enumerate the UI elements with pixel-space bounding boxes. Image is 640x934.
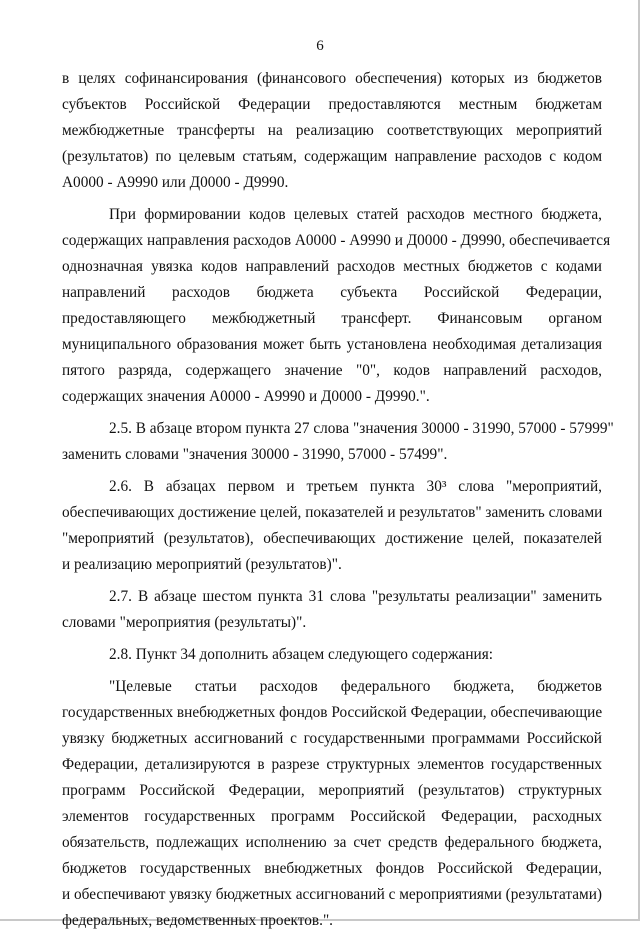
text-line: Федерации, детализируются в разрезе структурных элементов государственных [62, 756, 602, 773]
text-line: государственных внебюджетных фондов Российской Федерации, обеспечивающие [62, 704, 603, 721]
paragraph-p2 [62, 202, 611, 410]
text-line: 2.8. Пункт 34 дополнить абзацем следующего содержания: [109, 646, 493, 663]
page-number: 6 [316, 38, 324, 54]
paragraph-p6 [62, 642, 602, 668]
text-line: А0000 - А9990 или Д0000 - Д9990. [62, 174, 289, 191]
paragraph-p1 [62, 66, 602, 196]
text-line: межбюджетные трансферты на реализацию соответствующих мероприятий [62, 122, 602, 139]
text-line: словами "мероприятия (результаты)". [62, 614, 307, 631]
text-line: (результатов) по целевым статьям, содержащим направление расходов с кодом [62, 148, 602, 165]
paragraph-p5 [62, 584, 602, 636]
text-line: содержащих значения А0000 - А9990 и Д0000 - Д9990.". [62, 388, 430, 405]
text-line: и реализацию мероприятий (результатов)". [62, 556, 342, 573]
text-line: При формировании кодов целевых статей расходов местного бюджета, [109, 206, 602, 223]
paragraph-p4 [62, 474, 602, 578]
text-line: бюджетов государственных внебюджетных фондов Российской Федерации, [62, 860, 602, 877]
text-line: "мероприятий (результатов), обеспечивающих достижение целей, показателей [62, 530, 602, 547]
text-line: субъектов Российской Федерации предоставляются местным бюджетам [62, 96, 602, 113]
paragraph-p3 [62, 416, 614, 468]
text-line: заменить словами "значения 30000 - 31990, 57000 - 57499". [62, 446, 448, 463]
text-line: муниципального образования может быть установлена необходимая детализация [62, 336, 602, 353]
text-line: однозначная увязка кодов направлений расходов местных бюджетов с кодами [62, 258, 602, 275]
text-line: предоставляющего межбюджетный трансферт. Финансовым органом [62, 310, 602, 327]
text-line: федеральных, ведомственных проектов.". [62, 912, 334, 929]
text-line: 2.5. В абзаце втором пункта 27 слова "значения 30000 - 31990, 57000 - 57999" [109, 420, 614, 437]
text-line: в целях софинансирования (финансового обеспечения) которых из бюджетов [62, 70, 602, 87]
text-line: увязку бюджетных ассигнований с государственными программами Российской [62, 730, 602, 747]
paragraph-p7 [62, 674, 602, 934]
text-line: 2.7. В абзаце шестом пункта 31 слова "результаты реализации" заменить [109, 588, 602, 605]
text-line: 2.6. В абзацах первом и третьем пункта 30³ слова "мероприятий, [109, 478, 602, 495]
text-line: и обеспечивают увязку бюджетных ассигнований с мероприятиями (результатами) [62, 886, 602, 903]
text-line: обеспечивающих достижение целей, показателей и результатов" заменить словами [62, 504, 603, 521]
text-line: пятого разряда, содержащего значение "0", кодов направлений расходов, [62, 362, 602, 379]
document-body [62, 66, 614, 934]
text-line: обязательств, подлежащих исполнению за счет средств федерального бюджета, [62, 834, 602, 851]
text-line: направлений расходов бюджета субъекта Российской Федерации, [62, 284, 602, 301]
text-line: элементов государственных программ Российской Федерации, расходных [62, 808, 602, 825]
text-line: содержащих направления расходов А0000 - А9990 и Д0000 - Д9990, обеспечивается [62, 232, 611, 249]
text-line: программ Российской Федерации, мероприятий (результатов) структурных [62, 782, 602, 799]
text-line: "Целевые статьи расходов федерального бюджета, бюджетов [109, 678, 602, 695]
